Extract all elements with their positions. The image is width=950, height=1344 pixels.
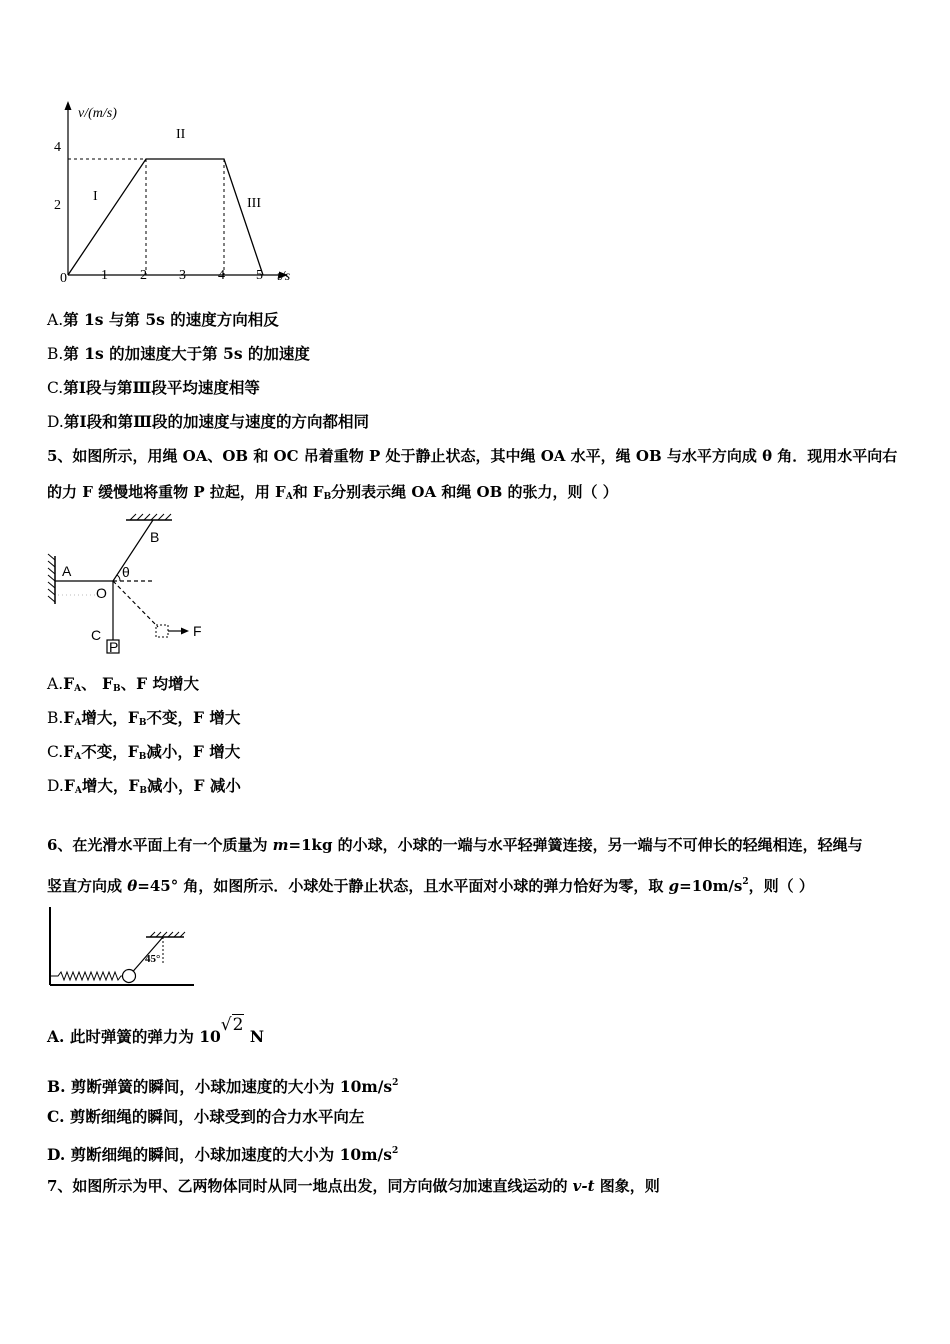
q6-stem-part: =10m/s bbox=[679, 877, 743, 895]
option-part: F bbox=[63, 776, 75, 795]
q6-spring-figure bbox=[44, 903, 200, 995]
y-axis-label: v/(m/s) bbox=[78, 106, 117, 121]
q6-stem-part: ，则（ ） bbox=[748, 877, 814, 895]
option-part: D. 剪断细绳的瞬间，小球加速度的大小为 10m/s bbox=[47, 1145, 392, 1164]
segment-label-1: I bbox=[93, 189, 98, 204]
option-part: 、F 均增大 bbox=[120, 674, 200, 693]
superscript: 2 bbox=[742, 877, 749, 887]
option-letter: D. bbox=[47, 777, 64, 795]
option-letter: D. bbox=[47, 413, 64, 431]
ball bbox=[123, 970, 136, 983]
radicand: 2 bbox=[232, 1015, 244, 1035]
option-part: 增大，F bbox=[81, 776, 140, 795]
option-part: 不变，F 增大 bbox=[146, 708, 241, 727]
q7-stem bbox=[47, 1176, 660, 1196]
subscript: B bbox=[138, 752, 147, 762]
q5-stem-line1: 5、如图所示，用绳 OA、OB 和 OC 吊着重物 P 处于静止状态，其中绳 OA 水平，绳 OB 与水平方向成 θ 角．现用水平向右 bbox=[47, 447, 898, 465]
q5-option-b bbox=[47, 708, 240, 733]
q6-option-b bbox=[47, 1073, 398, 1097]
q5-stem-line2 bbox=[47, 482, 618, 507]
option-text: 第 1s 的加速度大于第 5s 的加速度 bbox=[63, 344, 310, 363]
q6-stem-part: =1kg 的小球，小球的一端与水平轻弹簧连接，另一端与不可伸长的轻绳相连，轻绳与 bbox=[288, 836, 863, 854]
subscript: A bbox=[74, 684, 82, 694]
option-part: 减小，F 减小 bbox=[146, 776, 241, 795]
y-tick-4: 4 bbox=[54, 140, 61, 155]
superscript: 2 bbox=[391, 1146, 399, 1156]
radical: √2 bbox=[220, 1015, 244, 1035]
option-part: 增大，F bbox=[81, 708, 139, 727]
option-part: F bbox=[63, 674, 75, 693]
q4-option-a bbox=[47, 310, 279, 330]
option-part: 、 F bbox=[81, 674, 114, 693]
q6-stem-line1 bbox=[47, 835, 863, 855]
q6-option-a bbox=[47, 1015, 265, 1047]
x-tick-3: 3 bbox=[179, 268, 186, 283]
option-letter: A. bbox=[47, 311, 64, 329]
q4-option-d bbox=[47, 412, 369, 432]
label-b: B bbox=[150, 529, 160, 545]
label-o: O bbox=[96, 585, 107, 601]
option-part: A. 此时弹簧的弹力为 10 bbox=[47, 1027, 221, 1046]
velocity-series-line bbox=[68, 159, 263, 275]
option-letter: A. bbox=[47, 675, 64, 693]
superscript: 2 bbox=[392, 1078, 399, 1088]
label-c: C bbox=[91, 627, 102, 643]
q5-option-c bbox=[47, 742, 240, 767]
q6-option-d bbox=[47, 1141, 398, 1165]
q5-stem-part: 和 F bbox=[292, 483, 324, 501]
label-theta: θ bbox=[122, 564, 130, 580]
var-m: m bbox=[272, 836, 289, 854]
option-letter: C. bbox=[47, 379, 64, 397]
angle-arc bbox=[117, 575, 120, 581]
wall-hatch bbox=[48, 554, 55, 602]
option-part: F bbox=[63, 742, 75, 761]
option-text: 第Ⅰ段和第Ⅲ段的加速度与速度的方向都相同 bbox=[63, 412, 369, 431]
spring bbox=[50, 972, 124, 980]
subscript-a: A bbox=[285, 492, 293, 502]
q6-option-c: C. 剪断细绳的瞬间，小球受到的合力水平向左 bbox=[47, 1107, 365, 1126]
option-text: 第 1s 与第 5s 的速度方向相反 bbox=[63, 310, 279, 329]
segment-label-2: II bbox=[176, 127, 186, 142]
option-letter: B. bbox=[47, 345, 64, 363]
q4-option-b bbox=[47, 344, 310, 364]
subscript: A bbox=[74, 718, 82, 728]
q6-stem-part: =45° 角，如图所示．小球处于静止状态，且水平面对小球的弹力恰好为零，取 bbox=[137, 877, 669, 895]
subscript: A bbox=[74, 786, 82, 796]
q6-stem-part: 竖直方向成 bbox=[47, 877, 128, 895]
option-part: N bbox=[244, 1027, 265, 1046]
x-tick-1: 1 bbox=[101, 268, 108, 283]
x-tick-5: 5 bbox=[256, 268, 263, 283]
q5-stem-part: 分别表示绳 OA 和绳 OB 的张力，则（ ） bbox=[331, 483, 618, 501]
label-a: A bbox=[62, 563, 72, 579]
y-axis-arrow bbox=[65, 101, 72, 110]
q7-stem-part: 7、如图所示为甲、乙两物体同时从同一地点出发，同方向做匀加速直线运动的 bbox=[47, 1177, 573, 1195]
subscript: B bbox=[138, 718, 147, 728]
segment-label-3: III bbox=[247, 196, 261, 211]
subscript-b: B bbox=[323, 492, 332, 502]
var-vt: v-t bbox=[572, 1177, 595, 1195]
q7-stem-part: 图象，则 bbox=[594, 1177, 660, 1195]
option-part: B. 剪断弹簧的瞬间，小球加速度的大小为 10m/s bbox=[47, 1077, 393, 1096]
label-p: P bbox=[109, 639, 119, 655]
pulled-rope bbox=[113, 581, 158, 627]
subscript: B bbox=[113, 684, 121, 694]
x-tick-2: 2 bbox=[140, 268, 147, 283]
vt-graph bbox=[40, 95, 310, 295]
option-part: 不变，F bbox=[81, 742, 139, 761]
option-letter: B. bbox=[47, 709, 64, 727]
q6-stem-part: 6、在光滑水平面上有一个质量为 bbox=[47, 836, 273, 854]
angle-label: 45° bbox=[145, 953, 161, 965]
q5-option-a bbox=[47, 674, 199, 699]
x-axis-label: t/s bbox=[277, 269, 291, 284]
option-part: 减小，F 增大 bbox=[146, 742, 241, 761]
q4-option-c bbox=[47, 378, 260, 398]
force-f-arrowhead bbox=[181, 628, 189, 635]
q5-option-d bbox=[47, 776, 241, 801]
x-tick-4: 4 bbox=[218, 268, 225, 283]
label-f: F bbox=[193, 623, 202, 639]
y-tick-2: 2 bbox=[54, 198, 61, 213]
x-tick-0: 0 bbox=[60, 271, 67, 286]
option-text: 第Ⅰ段与第Ⅲ段平均速度相等 bbox=[63, 378, 260, 397]
var-g: g bbox=[668, 877, 680, 895]
subscript: B bbox=[139, 786, 147, 796]
q5-stem-part: 的力 F 缓慢地将重物 P 拉起，用 F bbox=[47, 483, 286, 501]
q6-stem-line2 bbox=[47, 872, 814, 896]
option-letter: C. bbox=[47, 743, 64, 761]
ceiling-hatch bbox=[130, 514, 171, 520]
q5-rope-figure bbox=[40, 512, 220, 662]
rope-ob bbox=[113, 520, 153, 581]
subscript: A bbox=[74, 752, 82, 762]
option-part: F bbox=[63, 708, 75, 727]
var-theta: θ bbox=[127, 877, 138, 895]
